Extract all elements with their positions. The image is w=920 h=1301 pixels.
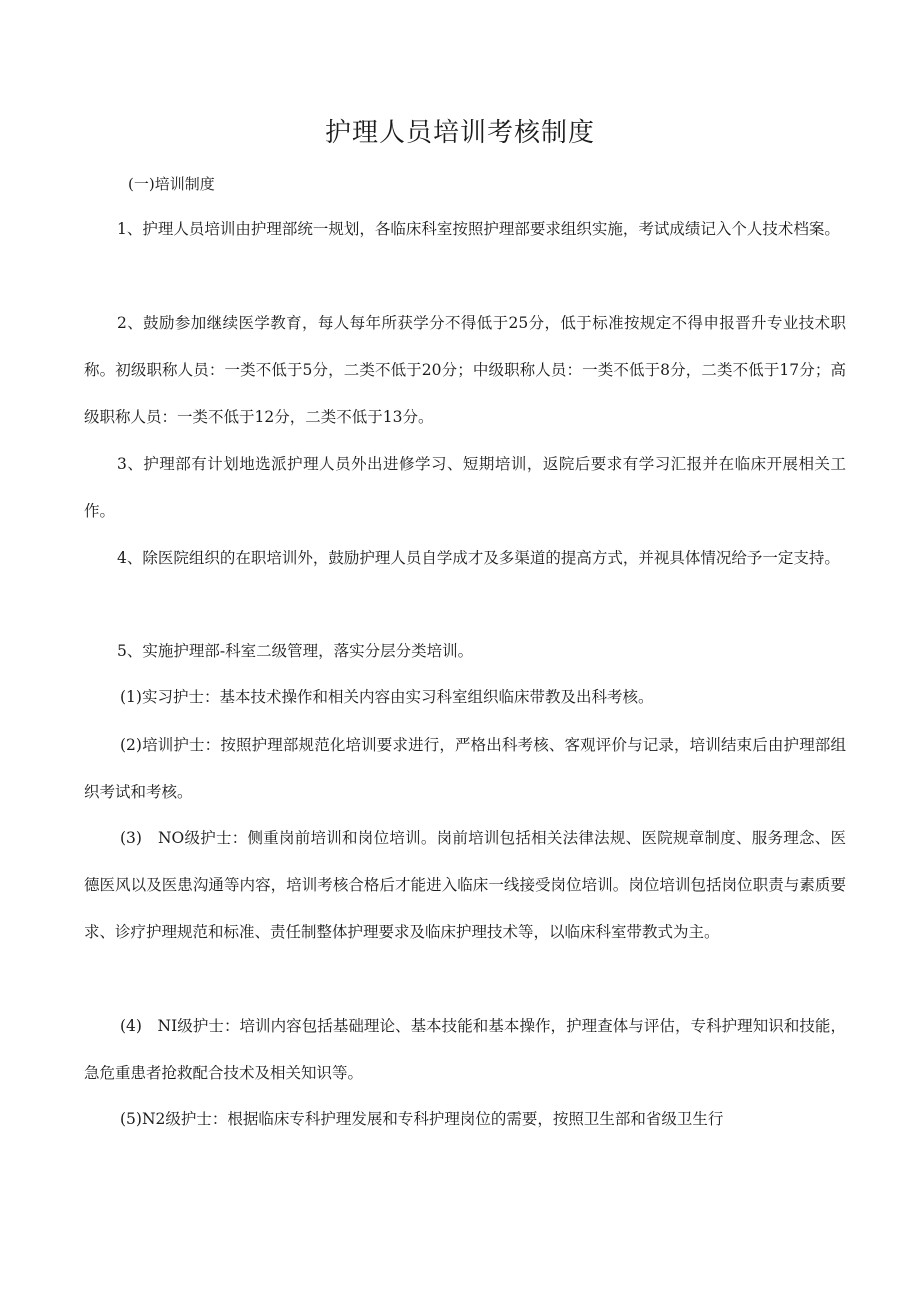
document-title: 护理人员培训考核制度 (324, 118, 595, 148)
paragraph-4: 4、除医院组织的在职培训外，鼓励护理人员自学成才及多渠道的提高方式，并视具体情况给予一定支持。 (117, 549, 840, 567)
subparagraph-n2-nurse: (5)N2级护士：根据临床专科护理发展和专科护理岗位的需要，按照卫生部和省级卫生行 (120, 1110, 724, 1128)
paragraph-5: 5、实施护理部-科室二级管理，落实分层分类培训。 (117, 642, 474, 660)
paragraph-1: 1、护理人员培训由护理部统一规划，各临床科室按照护理部要求组织实施，考试成绩记入个人技术档案。 (117, 220, 840, 238)
paragraph-2: 2、鼓励参加继续医学教育，每人每年所获学分不得低于25分，低于标准按规定不得申报晋升专业技术职称。初级职称人员：一类不低于5分，二类不低于20分；中级职称人员：一类不低于8分，二类不低于17分；高级职称人员：一类不低于12分，二类不低于13分。 (84, 314, 846, 426)
subparagraph-n0-nurse: (3) NO级护士：侧重岗前培训和岗位培训。岗前培训包括相关法律法规、医院规章制度、服务理念、医德医风以及医患沟通等内容，培训考核合格后才能进入临床一线接受岗位培训。岗位培训包括岗位职责与素质要求、诊疗护理规范和标准、责任制整体护理要求及临床护理技术等，以临床科室带教式为主。 (84, 829, 846, 941)
subparagraph-trainee-nurse: (2)培训护士：按照护理部规范化培训要求进行，严格出科考核、客观评价与记录，培训结束后由护理部组织考试和考核。 (84, 736, 846, 801)
subparagraph-intern-nurse: (1)实习护士：基本技术操作和相关内容由实习科室组织临床带教及出科考核。 (120, 688, 654, 706)
paragraph-3: 3、护理部有计划地选派护理人员外出进修学习、短期培训，返院后要求有学习汇报并在临床开展相关工作。 (84, 455, 846, 520)
subparagraph-n1-nurse: (4) NI级护士：培训内容包括基础理论、基本技能和基本操作，护理查体与评估，专科护理知识和技能，急危重患者抢救配合技术及相关知识等。 (84, 1017, 846, 1082)
section-heading: (一)培训制度 (128, 175, 215, 193)
